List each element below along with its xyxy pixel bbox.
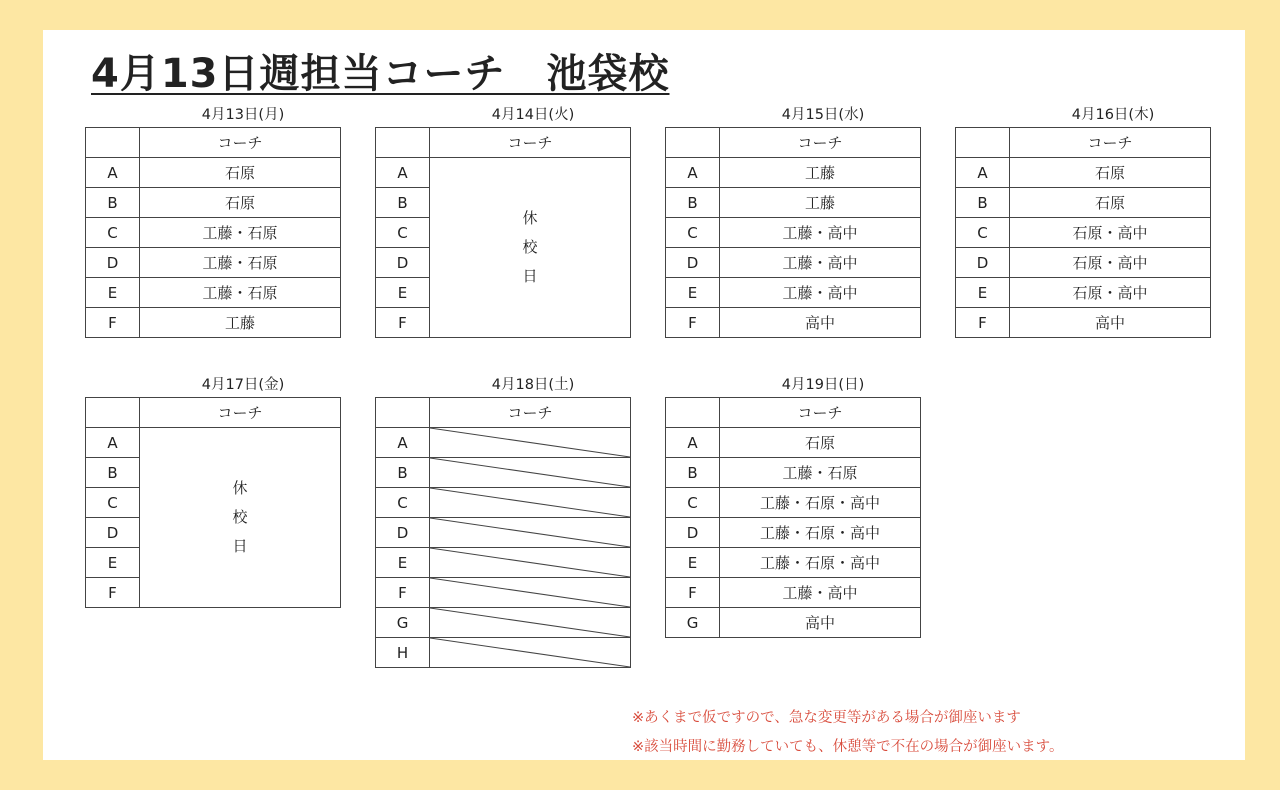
coach-cell: 石原 xyxy=(720,428,921,458)
crossed-out-cell xyxy=(430,578,631,608)
day-schedule xyxy=(375,103,631,338)
period-cell: C xyxy=(376,218,430,248)
coach-cell: 石原 xyxy=(1010,158,1211,188)
period-header-cell xyxy=(666,398,720,428)
period-header-cell xyxy=(86,128,140,158)
table-row xyxy=(956,248,1211,278)
coach-cell: 石原 xyxy=(140,158,341,188)
period-cell: D xyxy=(86,248,140,278)
schedule-table xyxy=(955,127,1211,338)
period-cell: A xyxy=(666,428,720,458)
table-row xyxy=(86,188,341,218)
table-row xyxy=(86,218,341,248)
crossed-out-cell xyxy=(430,488,631,518)
period-cell: F xyxy=(86,308,140,338)
day-schedule xyxy=(375,373,631,668)
coach-header-cell: コーチ xyxy=(720,398,921,428)
closed-day-cell xyxy=(140,428,341,608)
period-cell: C xyxy=(86,218,140,248)
table-row xyxy=(666,158,921,188)
period-cell: E xyxy=(666,548,720,578)
table-row xyxy=(86,158,341,188)
table-row xyxy=(376,608,631,638)
period-cell: A xyxy=(86,158,140,188)
period-header-cell xyxy=(956,128,1010,158)
header-row xyxy=(956,128,1211,158)
day-label: 4月14日(火) xyxy=(491,107,575,123)
coach-cell: 石原 xyxy=(140,188,341,218)
period-cell: F xyxy=(956,308,1010,338)
coach-cell: 高中 xyxy=(720,308,921,338)
crossed-out-cell xyxy=(430,608,631,638)
table-row xyxy=(376,578,631,608)
period-cell: A xyxy=(666,158,720,188)
coach-header-cell: コーチ xyxy=(430,398,631,428)
table-row xyxy=(956,308,1211,338)
closed-day-char: 休 xyxy=(232,479,248,497)
table-row xyxy=(376,158,631,188)
period-cell: F xyxy=(666,308,720,338)
table-row xyxy=(666,488,921,518)
period-cell: F xyxy=(376,578,430,608)
day-schedule xyxy=(85,103,341,338)
table-row xyxy=(376,518,631,548)
coach-cell: 石原 xyxy=(1010,188,1211,218)
schedule-table xyxy=(665,127,921,338)
coach-cell: 高中 xyxy=(1010,308,1211,338)
period-cell: G xyxy=(376,608,430,638)
period-cell: F xyxy=(666,578,720,608)
coach-cell: 石原・高中 xyxy=(1010,218,1211,248)
closed-day-cell xyxy=(430,158,631,338)
table-row xyxy=(956,158,1211,188)
header-row xyxy=(376,128,631,158)
period-header-cell xyxy=(376,398,430,428)
period-cell: A xyxy=(86,428,140,458)
schedule-table xyxy=(375,127,631,338)
coach-header-cell: コーチ xyxy=(1010,128,1211,158)
period-cell: B xyxy=(666,188,720,218)
day-label: 4月13日(月) xyxy=(201,107,285,123)
closed-day-char: 校 xyxy=(232,508,248,526)
coach-cell: 工藤・高中 xyxy=(720,278,921,308)
coach-cell: 石原・高中 xyxy=(1010,278,1211,308)
header-row xyxy=(666,398,921,428)
table-row xyxy=(86,248,341,278)
day-schedule xyxy=(665,103,921,338)
period-cell: D xyxy=(956,248,1010,278)
period-cell: A xyxy=(956,158,1010,188)
table-row xyxy=(376,548,631,578)
period-header-cell xyxy=(376,128,430,158)
coach-header-cell: コーチ xyxy=(140,398,341,428)
closed-day-char: 休 xyxy=(522,209,538,227)
closed-day-char: 日 xyxy=(232,537,248,555)
period-cell: A xyxy=(376,428,430,458)
table-row xyxy=(666,518,921,548)
period-cell: E xyxy=(376,548,430,578)
crossed-out-cell xyxy=(430,548,631,578)
period-cell: H xyxy=(376,638,430,668)
period-cell: D xyxy=(666,248,720,278)
header-row xyxy=(86,398,341,428)
schedule-table xyxy=(85,127,341,338)
coach-cell: 工藤・高中 xyxy=(720,218,921,248)
period-cell: E xyxy=(956,278,1010,308)
period-cell: E xyxy=(86,278,140,308)
table-row xyxy=(666,548,921,578)
period-cell: B xyxy=(86,458,140,488)
table-row xyxy=(956,218,1211,248)
period-cell: D xyxy=(666,518,720,548)
table-row xyxy=(376,638,631,668)
period-cell: B xyxy=(666,458,720,488)
note-line: ※あくまで仮ですので、急な変更等がある場合が御座います xyxy=(632,710,1021,726)
coach-cell: 工藤 xyxy=(720,158,921,188)
period-cell: D xyxy=(376,248,430,278)
table-row xyxy=(956,188,1211,218)
notes xyxy=(632,704,1064,762)
period-cell: B xyxy=(86,188,140,218)
period-cell: F xyxy=(86,578,140,608)
table-row xyxy=(666,218,921,248)
period-cell: A xyxy=(376,158,430,188)
day-label: 4月15日(水) xyxy=(781,107,865,123)
day-schedule xyxy=(85,373,341,608)
period-cell: D xyxy=(376,518,430,548)
table-row xyxy=(376,458,631,488)
period-cell: F xyxy=(376,308,430,338)
day-label: 4月19日(日) xyxy=(781,377,865,393)
coach-header-cell: コーチ xyxy=(140,128,341,158)
closed-day-char: 校 xyxy=(522,238,538,256)
period-cell: E xyxy=(86,548,140,578)
page-title: 4月13日週担当コーチ 池袋校 xyxy=(91,51,670,97)
period-header-cell xyxy=(86,398,140,428)
table-row xyxy=(666,188,921,218)
crossed-out-cell xyxy=(430,638,631,668)
crossed-out-cell xyxy=(430,458,631,488)
day-label: 4月17日(金) xyxy=(201,377,285,393)
coach-cell: 工藤・石原 xyxy=(140,248,341,278)
coach-cell: 工藤・石原・高中 xyxy=(720,488,921,518)
period-cell: C xyxy=(666,218,720,248)
table-row xyxy=(376,488,631,518)
period-cell: G xyxy=(666,608,720,638)
table-row xyxy=(666,278,921,308)
coach-cell: 工藤・高中 xyxy=(720,578,921,608)
table-row xyxy=(666,428,921,458)
day-schedule xyxy=(665,373,921,638)
table-row xyxy=(666,458,921,488)
closed-day-char: 日 xyxy=(522,267,538,285)
period-cell: D xyxy=(86,518,140,548)
table-row xyxy=(666,308,921,338)
coach-cell: 工藤 xyxy=(720,188,921,218)
coach-cell: 石原・高中 xyxy=(1010,248,1211,278)
table-row xyxy=(86,278,341,308)
table-row xyxy=(86,428,341,458)
schedule-table xyxy=(665,397,921,638)
schedule-table xyxy=(375,397,631,668)
note-line: ※該当時間に勤務していても、休憩等で不在の場合が御座います。 xyxy=(632,739,1064,755)
coach-cell: 工藤・石原 xyxy=(140,278,341,308)
period-header-cell xyxy=(666,128,720,158)
coach-header-cell: コーチ xyxy=(720,128,921,158)
day-schedule xyxy=(955,103,1211,338)
crossed-out-cell xyxy=(430,518,631,548)
coach-cell: 工藤・石原 xyxy=(140,218,341,248)
table-row xyxy=(376,428,631,458)
period-cell: B xyxy=(956,188,1010,218)
period-cell: C xyxy=(956,218,1010,248)
header-row xyxy=(666,128,921,158)
period-cell: E xyxy=(376,278,430,308)
coach-cell: 工藤・石原・高中 xyxy=(720,518,921,548)
table-row xyxy=(666,248,921,278)
coach-cell: 工藤・石原 xyxy=(720,458,921,488)
period-cell: E xyxy=(666,278,720,308)
coach-cell: 工藤 xyxy=(140,308,341,338)
period-cell: C xyxy=(376,488,430,518)
table-row xyxy=(666,578,921,608)
schedule-table xyxy=(85,397,341,608)
coach-header-cell: コーチ xyxy=(430,128,631,158)
coach-cell: 高中 xyxy=(720,608,921,638)
table-row xyxy=(666,608,921,638)
coach-cell: 工藤・高中 xyxy=(720,248,921,278)
day-label: 4月18日(土) xyxy=(491,377,575,393)
header-row xyxy=(376,398,631,428)
crossed-out-cell xyxy=(430,428,631,458)
coach-cell: 工藤・石原・高中 xyxy=(720,548,921,578)
period-cell: B xyxy=(376,188,430,218)
period-cell: C xyxy=(86,488,140,518)
header-row xyxy=(86,128,341,158)
period-cell: B xyxy=(376,458,430,488)
day-label: 4月16日(木) xyxy=(1071,107,1155,123)
table-row xyxy=(86,308,341,338)
table-row xyxy=(956,278,1211,308)
period-cell: C xyxy=(666,488,720,518)
